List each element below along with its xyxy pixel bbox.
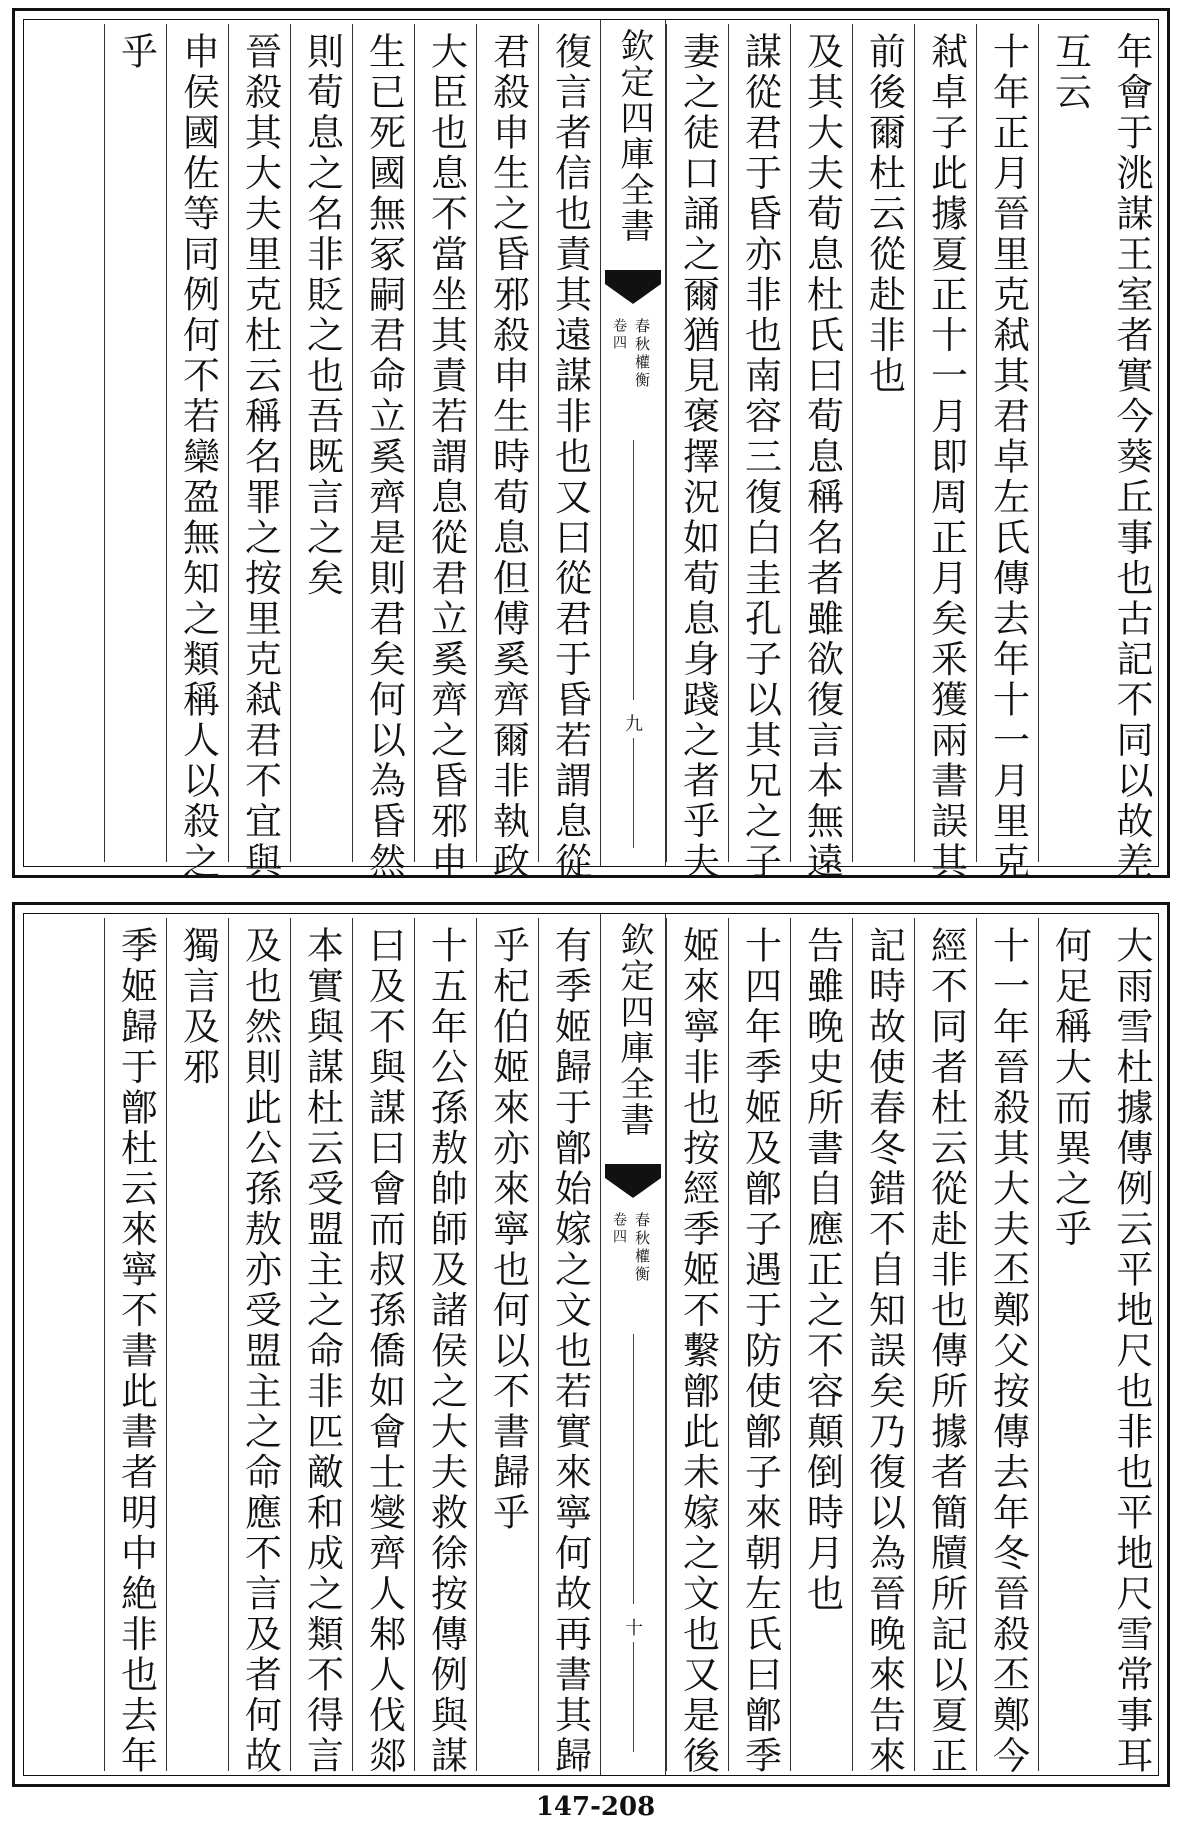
top-page-frame [23,19,1159,883]
center-margin-strip [600,914,666,1775]
text-column: 互云 [1038,24,1100,862]
text-column: 君殺申生之昏邪殺申生時荀息但傅奚齊爾非執政 [476,24,538,862]
text-column: 十五年公孫敖帥師及諸侯之大夫救徐按傳例與謀 [414,918,476,1771]
margin-line [633,1642,634,1752]
text-column: 申侯國佐等同例何不若欒盈無知之類稱人以殺之 [166,24,228,862]
text-column: 及其大夫荀息杜氏曰荀息稱名者雖欲復言本無遠 [790,24,852,862]
text-column: 姬來寧非也按經季姬不繫鄫此未嫁之文也又是後 [666,918,728,1771]
text-column: 生已死國無冢嗣君命立奚齊是則君矣何以為昏然 [352,24,414,862]
page-number-footer: 147-208 [535,1792,656,1822]
text-column: 弒卓子此據夏正十一月即周正月矣釆獲兩書誤其 [914,24,976,862]
text-column: 有季姬歸于鄫始嫁之文也若實來寧何故再書其歸 [538,918,600,1771]
book-title: 春秋權衡 [633,318,651,390]
text-column: 晉殺其大夫里克杜云稱名罪之按里克弒君不宜與 [228,24,290,862]
book-title: 春秋權衡 [633,1212,651,1284]
text-column: 本實與謀杜云受盟主之命非匹敵和成之類不得言 [290,918,352,1771]
text-column: 十四年季姬及鄫子遇于防使鄫子來朝左氏曰鄫季 [728,918,790,1771]
margin-line [633,440,634,700]
text-column: 何足稱大而異之乎 [1038,918,1100,1771]
text-column: 大臣也息不當坐其責若謂息從君立奚齊之昏邪申 [414,24,476,862]
text-column: 年會于洮謀王室者實今葵丘事也古記不同以故差 [1110,32,1153,883]
text-column: 及也然則此公孫敖亦受盟主之命應不言及者何故 [228,918,290,1771]
center-margin-strip [600,20,666,866]
bottom-page-frame [23,913,1159,1776]
text-column: 記時故使春冬錯不自知誤矣乃復以為晉晚來告來 [852,918,914,1771]
text-column: 妻之徒口誦之爾猶見褒擇況如荀息身踐之者乎夫 [666,24,728,862]
top-page [12,8,1170,883]
text-column: 乎 [104,24,166,862]
margin-line [633,1334,634,1604]
text-column: 十年正月晉里克弒其君卓左氏傳去年十一月里克 [976,24,1038,862]
collection-title: 欽定四庫全書 [614,28,654,244]
text-column: 十一年晉殺其大夫丕鄭父按傳去年冬晉殺丕鄭今 [976,918,1038,1771]
text-column: 復言者信也責其遠謀非也又曰從君于昏若謂息從 [538,24,600,862]
text-column: 曰及不與謀曰會而叔孫僑如會士燮齊人邾人伐郯 [352,918,414,1771]
text-column: 前後爾杜云從赴非也 [852,24,914,862]
leaf-number: 十 [625,1618,643,1639]
volume-label: 卷四 [611,318,627,352]
volume-label: 卷四 [611,1212,627,1246]
bottom-page [12,902,1170,1787]
text-column: 則荀息之名非貶之也吾既言之矣 [290,24,352,862]
text-column: 謀從君于昏亦非也南容三復白圭孔子以其兄之子 [728,24,790,862]
fish-tail-mark-icon [605,270,661,304]
text-column: 季姬歸于鄫杜云來寧不書此書者明中絶非也去年 [104,918,166,1771]
text-column: 經不同者杜云從赴非也傳所據者簡牘所記以夏正 [914,918,976,1771]
collection-title: 欽定四庫全書 [614,922,654,1138]
text-column: 大雨雪杜據傳例云平地尺也非也平地尺雪常事耳 [1110,926,1153,1777]
text-column: 獨言及邪 [166,918,228,1771]
margin-line [633,738,634,848]
text-column: 乎杞伯姬來亦來寧也何以不書歸乎 [476,918,538,1771]
fish-tail-mark-icon [605,1164,661,1198]
leaf-number: 九 [625,714,643,735]
text-column: 告雖晚史所書自應正之不容顛倒時月也 [790,918,852,1771]
